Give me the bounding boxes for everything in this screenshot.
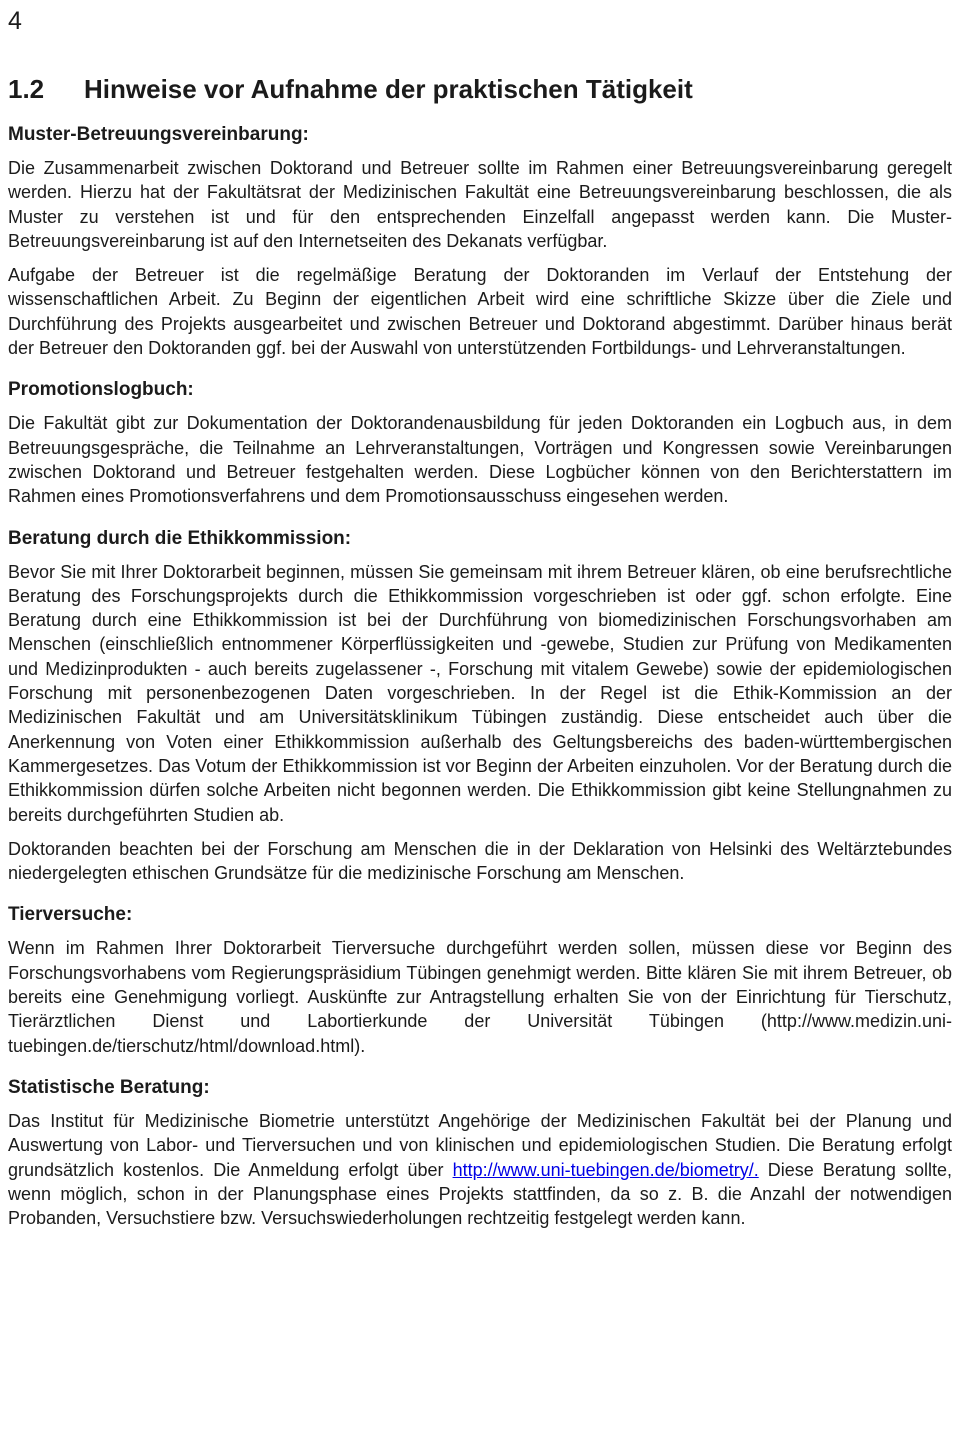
- paragraph: Die Fakultät gibt zur Dokumentation der Doktorandenausbildung für jeden Doktoranden ein Logbuch aus, in dem Betreuungsgespräche, die Teilnahme an Lehrveranstaltungen, Vorträgen und Kongressen sowie Vereinbarungen zwischen Doktorand und Betreuer festgehalten werden. Diese Logbücher können von den Berichterstattern im Rahmen eines Promotionsverfahrens und dem Promotionsausschuss eingesehen werden.: [8, 413, 952, 507]
- section-title: [8, 74, 952, 105]
- section-promotionslogbuch: [8, 378, 952, 508]
- subsection-label-statistische-beratung: Statistische Beratung:: [8, 1076, 210, 1098]
- section-statistische-beratung: [8, 1076, 952, 1230]
- subsection-label-ethikkommission: Beratung durch die Ethikkommission:: [8, 527, 352, 549]
- paragraph: Aufgabe der Betreuer ist die regelmäßige Beratung der Doktoranden im Verlauf der Entstehung der wissenschaftlichen Arbeit. Zu Beginn der eigentlichen Arbeit wird eine schriftliche Skizze über die Ziele und Durchführung des Projekts ausgearbeitet und zwischen Betreuer und Doktorand abgestimmt. Darüber hinaus berät der Betreuer den Doktoranden ggf. bei der Auswahl von unterstützenden Fortbildungs- und Lehrveranstaltungen.: [8, 265, 952, 359]
- section-title-index: 1.2: [8, 74, 45, 104]
- paragraph: Die Zusammenarbeit zwischen Doktorand und Betreuer sollte im Rahmen einer Betreuungsvereinbarung geregelt werden. Hierzu hat der Fakultätsrat der Medizinischen Fakultät eine Betreuungsvereinbarung beschlossen, die als Muster zu verstehen ist und für den entsprechenden Einzelfall angepasst werden kann. Die Muster-Betreuungsvereinbarung ist auf den Internetseiten des Dekanats verfügbar.: [8, 158, 952, 251]
- section-title-text: Hinweise vor Aufnahme der praktischen Tätigkeit: [84, 74, 693, 104]
- paragraph: Bevor Sie mit Ihrer Doktorarbeit beginnen, müssen Sie gemeinsam mit ihrem Betreuer klären, ob eine berufsrechtliche Beratung des Forschungsprojekts durch die Ethikkommission vorgeschrieben ist oder ggf. schon erfolgte. Eine Beratung durch eine Ethikkommission ist bei der Durchführung von biomedizinischen Forschungsvorhaben am Menschen (einschließlich entnommener Körperflüssigkeiten und -gewebe, Studien zur Prüfung von Medikamenten und Medizinprodukten - auch bereits zugelassener -, Forschung mit vitalem Gewebe) sowie der epidemiologischen Forschung mit personenbezogenen Daten vorgeschrieben. In der Regel ist die Ethik-Kommission an der Medizinischen Fakultät und am Universitätsklinikum Tübingen zuständig. Diese entscheidet auch über die Anerkennung von Voten einer Ethikkommission außerhalb des Geltungsbereichs des baden-württembergischen Kammergesetzes. Das Votum der Ethikkommission ist vor Beginn der Arbeiten einzuholen. Vor der Beratung durch die Ethikkommission dürfen solche Arbeiten nicht begonnen werden. Die Ethikkommission gibt keine Stellungnahmen zu bereits durchgeführten Studien ab.: [8, 561, 952, 825]
- subsection-label-muster-betreuungsvereinbarung: Muster-Betreuungsvereinbarung:: [8, 124, 309, 145]
- biometry-link[interactable]: http://www.uni-tuebingen.de/biometry/.: [452, 1159, 759, 1180]
- paragraph-text-before-link: Das Institut für Medizinische Biometrie unterstützt Angehörige der Medizinischen Fakultät bei der Planung und Auswertung von Labor- und Tierversuchen und von klinischen und epidemiologischen Studien. Die Beratung erfolgt grundsätzlich kostenlos. Die Anmeldung erfolgt über: [8, 1110, 952, 1180]
- subsection-label-tierversuche: Tierversuche:: [8, 904, 133, 926]
- paragraph: [8, 1109, 952, 1230]
- section-muster-betreuungsvereinbarung: [8, 123, 952, 360]
- paragraph: Wenn im Rahmen Ihrer Doktorarbeit Tierversuche durchgeführt werden sollen, müssen diese vor Beginn des Forschungsvorhabens vom Regierungspräsidium Tübingen genehmigt werden. Bitte klären Sie mit ihrem Betreuer, ob bereits eine Genehmigung vorliegt. Auskünfte zur Antragstellung erhalten Sie von der Einrichtung für Tierschutz, Tierärztlichen Dienst und Labortierkunde der Universität Tübingen (http://www.medizin.uni-tuebingen.de/tierschutz/html/download.html).: [8, 938, 952, 1056]
- page-number: 4: [8, 7, 22, 35]
- subsection-label-promotionslogbuch: Promotionslogbuch:: [8, 379, 194, 401]
- paragraph: Doktoranden beachten bei der Forschung am Menschen die in der Deklaration von Helsinki des Weltärztebundes niedergelegten ethischen Grundsätze für die medizinische Forschung am Menschen.: [8, 838, 952, 884]
- section-ethikkommission: [8, 527, 952, 886]
- paragraph-text-after-link: Diese Beratung sollte, wenn möglich, schon in der Planungsphase eines Projekts stattfinden, da so z. B. die Anzahl der notwendigen Probanden, Versuchstiere bzw. Versuchswiederholungen rechtzeitig festgelegt werden kann.: [8, 1159, 952, 1229]
- section-tierversuche: [8, 903, 952, 1057]
